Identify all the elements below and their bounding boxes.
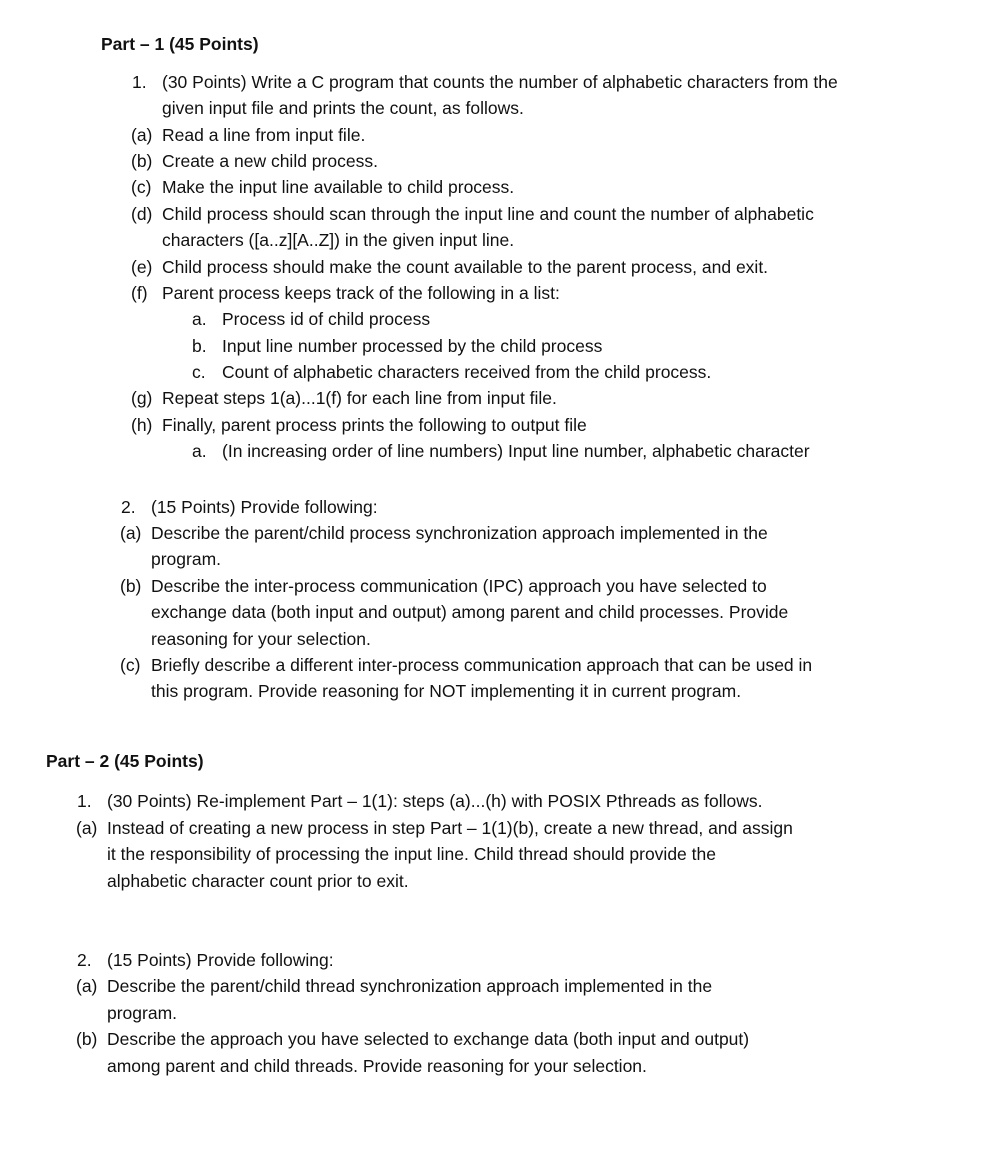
part1-q2-text: (15 Points) Provide following: (151, 497, 378, 517)
part1-step-f (131, 282, 560, 304)
step-text: Make the input line available to child process. (162, 177, 515, 197)
part1-step-f-sub-b (192, 335, 602, 357)
part2-heading: Part – 2 (45 Points) (46, 751, 204, 771)
part2-q1-item-a (76, 817, 793, 839)
part2-q1-text: (30 Points) Re-implement Part – 1(1): steps (a)...(h) with POSIX Pthreads as follows. (107, 791, 763, 811)
sub-label: b. (192, 336, 207, 356)
item-text: Describe the inter-process communication (IPC) approach you have selected to (151, 576, 767, 596)
part1-step-c (131, 176, 514, 198)
step-label: (c) (131, 177, 152, 197)
part2-q2-item-a (76, 975, 712, 997)
item-label: (b) (76, 1029, 98, 1049)
step-text: Child process should make the count available to the parent process, and exit. (162, 257, 769, 277)
item-label: (b) (120, 576, 142, 596)
part2-q2-item-b-cont: among parent and child threads. Provide reasoning for your selection. (107, 1056, 647, 1076)
item-text: Briefly describe a different inter-process communication approach that can be used in (151, 655, 813, 675)
step-text: Create a new child process. (162, 151, 378, 171)
part1-q2-item-b (120, 575, 767, 597)
sub-text: Input line number processed by the child process (222, 336, 603, 356)
part1-q2-number: 2. (121, 497, 136, 517)
part1-q1-number: 1. (132, 72, 147, 92)
part1-q2-item-c-cont: this program. Provide reasoning for NOT implementing it in current program. (151, 681, 742, 701)
part1-step-f-sub-c (192, 361, 711, 383)
step-label: (d) (131, 204, 153, 224)
part2-q1-item-a-cont: it the responsibility of processing the input line. Child thread should provide the (107, 844, 716, 864)
part1-step-a (131, 124, 365, 146)
part1-heading: Part – 1 (45 Points) (101, 34, 259, 54)
item-label: (a) (76, 976, 98, 996)
sub-label: a. (192, 441, 207, 461)
item-text: Describe the parent/child process synchronization approach implemented in the (151, 523, 768, 543)
part1-step-f-sub-a (192, 308, 430, 330)
step-label: (b) (131, 151, 153, 171)
item-text: Instead of creating a new process in step Part – 1(1)(b), create a new thread, and assign (107, 818, 793, 838)
sub-text: (In increasing order of line numbers) Input line number, alphabetic character (222, 441, 810, 461)
step-text: Parent process keeps track of the following in a list: (162, 283, 560, 303)
part2-q1-item-a-cont2: alphabetic character count prior to exit. (107, 871, 409, 891)
step-label: (g) (131, 388, 153, 408)
item-text: Describe the approach you have selected to exchange data (both input and output) (107, 1029, 750, 1049)
part1-q2-item-c (120, 654, 812, 676)
part1-step-d (131, 203, 814, 225)
part1-q2-item-b-cont2: reasoning for your selection. (151, 629, 371, 649)
part2-q2-item-a-cont: program. (107, 1003, 178, 1023)
part1-q1-text-cont: given input file and prints the count, as follows. (162, 98, 524, 118)
item-text: Describe the parent/child thread synchronization approach implemented in the (107, 976, 713, 996)
step-text: Child process should scan through the input line and count the number of alphabetic (162, 204, 814, 224)
item-label: (a) (76, 818, 98, 838)
part1-step-b (131, 150, 378, 172)
item-label: (c) (120, 655, 141, 675)
step-text: Finally, parent process prints the following to output file (162, 415, 587, 435)
part2-q2-number: 2. (77, 950, 92, 970)
part1-q2-item-b-cont: exchange data (both input and output) among parent and child processes. Provide (151, 602, 789, 622)
step-label: (h) (131, 415, 153, 435)
part2-q2-text: (15 Points) Provide following: (107, 950, 334, 970)
sub-text: Count of alphabetic characters received from the child process. (222, 362, 712, 382)
part2-q1-number: 1. (77, 791, 92, 811)
part1-q1-text: (30 Points) Write a C program that counts the number of alphabetic characters from the (162, 72, 838, 92)
sub-text: Process id of child process (222, 309, 431, 329)
sub-label: c. (192, 362, 206, 382)
part1-step-e (131, 256, 768, 278)
step-text: Read a line from input file. (162, 125, 366, 145)
part1-step-h (131, 414, 587, 436)
part2-q2-item-b (76, 1028, 749, 1050)
part1-step-g (131, 387, 557, 409)
step-text: Repeat steps 1(a)...1(f) for each line from input file. (162, 388, 557, 408)
step-label: (a) (131, 125, 153, 145)
part1-q2-item-a-cont: program. (151, 549, 222, 569)
step-label: (f) (131, 283, 148, 303)
item-label: (a) (120, 523, 142, 543)
step-label: (e) (131, 257, 153, 277)
part1-step-d-cont: characters ([a..z][A..Z]) in the given input line. (162, 230, 515, 250)
part1-step-h-sub-a (192, 440, 810, 462)
part1-q2-item-a (120, 522, 768, 544)
sub-label: a. (192, 309, 207, 329)
